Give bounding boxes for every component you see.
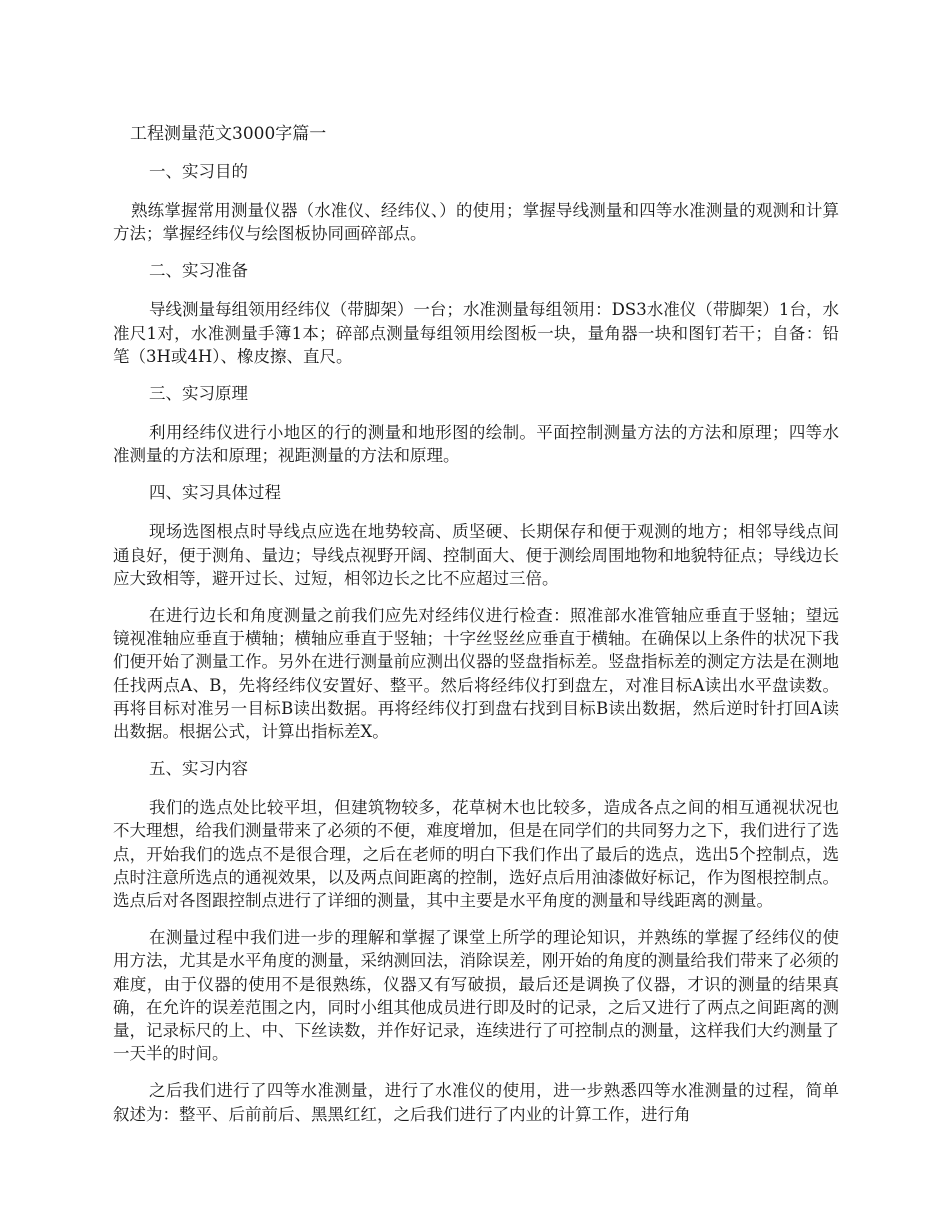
section-heading-process: 四、实习具体过程 xyxy=(149,483,281,503)
section-heading-objective: 一、实习目的 xyxy=(149,162,248,181)
document-page xyxy=(113,122,839,1140)
paragraph-content-point-selection: 我们的选点处比较平坦，但建筑物较多，花草树木也比较多，造成各点之间的相互通视状况也不大理想，给我们测量带来了必须的不便，难度增加，但是在同学们的共同努力之下，我们进行了选点，开始我们的选点不是很合理，之后在老师的明白下我们作出了最后的选点，选出5个控制点，选点时注意所选点的通视效果，以及两点间距离的控制，选好点后用油漆做好标记，作为图根控制点。选点后对各图跟控制点进行了详细的测量，其中主要是水平角度的测量和导线距离的测量。 xyxy=(113,798,839,911)
paragraph-process-site-selection: 现场选图根点时导线点应选在地势较高、质坚硬、长期保存和便于观测的地方；相邻导线点间通良好，便于测角、量边；导线点视野开阔、控制面大、便于测绘周围地物和地貌特征点；导线边长应大致相等，避开过长、过短，相邻边长之比不应超过三倍。 xyxy=(113,522,839,588)
paragraph-objective: 熟练掌握常用测量仪器（水准仪、经纬仪、）的使用；掌握导线测量和四等水准测量的观测和计算方法；掌握经纬仪与绘图板协同画碎部点。 xyxy=(113,201,839,244)
document-title: 工程测量范文3000字篇一 xyxy=(130,124,327,144)
paragraph-preparation: 导线测量每组领用经纬仪（带脚架）一台；水准测量每组领用：DS3水准仪（带脚架）1台，水准尺1对，水准测量手簿1本；碎部点测量每组领用绘图板一块，量角器一块和图钉若干；自备：铅笔（3H或4H）、橡皮擦、直尺。 xyxy=(113,300,839,366)
section-heading-preparation: 二、实习准备 xyxy=(149,261,248,281)
paragraph-content-leveling: 之后我们进行了四等水准测量，进行了水准仪的使用，进一步熟悉四等水准测量的过程，简单叙述为：整平、后前前后、黑黑红红，之后我们进行了内业的计算工作，进行角 xyxy=(113,1081,839,1124)
paragraph-principle: 利用经纬仪进行小地区的行的测量和地形图的绘制。平面控制测量方法的方法和原理；四等水准测量的方法和原理；视距测量的方法和原理。 xyxy=(113,423,839,466)
section-heading-principle: 三、实习原理 xyxy=(149,384,248,404)
section-heading-content: 五、实习内容 xyxy=(149,759,248,779)
paragraph-process-instrument-check: 在进行边长和角度测量之前我们应先对经纬仪进行检查：照准部水准管轴应垂直于竖轴；望远镜视准轴应垂直于横轴；横轴应垂直于竖轴；十字丝竖丝应垂直于横轴。在确保以上条件的状况下我们便开始了测量工作。另外在进行测量前应测出仪器的竖盘指标差。竖盘指标差的测定方法是在测地任找两点A、B，先将经纬仪安置好、整平。然后将经纬仪打到盘左，对准目标A读出水平盘读数。再将目标对准另一目标B读出数据。再将经纬仪打到盘右找到目标B读出数据，然后逆时针打回A读出数据。根据公式，计算出指标差X。 xyxy=(113,606,839,742)
paragraph-content-measurement: 在测量过程中我们进一步的理解和掌握了课堂上所学的理论知识，并熟练的掌握了经纬仪的使用方法，尤其是水平角度的测量，采纳测回法，消除误差，刚开始的角度的测量给我们带来了必须的难度，由于仪器的使用不是很熟练，仪器又有写破损，最后还是调换了仪器，才识的测量的结果真确，在允许的误差范围之内，同时小组其他成员进行即及时的记录，之后又进行了两点之间距离的测量，记录标尺的上、中、下丝读数，并作好记录，连续进行了可控制点的测量，这样我们大约测量了一天半的时间。 xyxy=(113,928,839,1064)
